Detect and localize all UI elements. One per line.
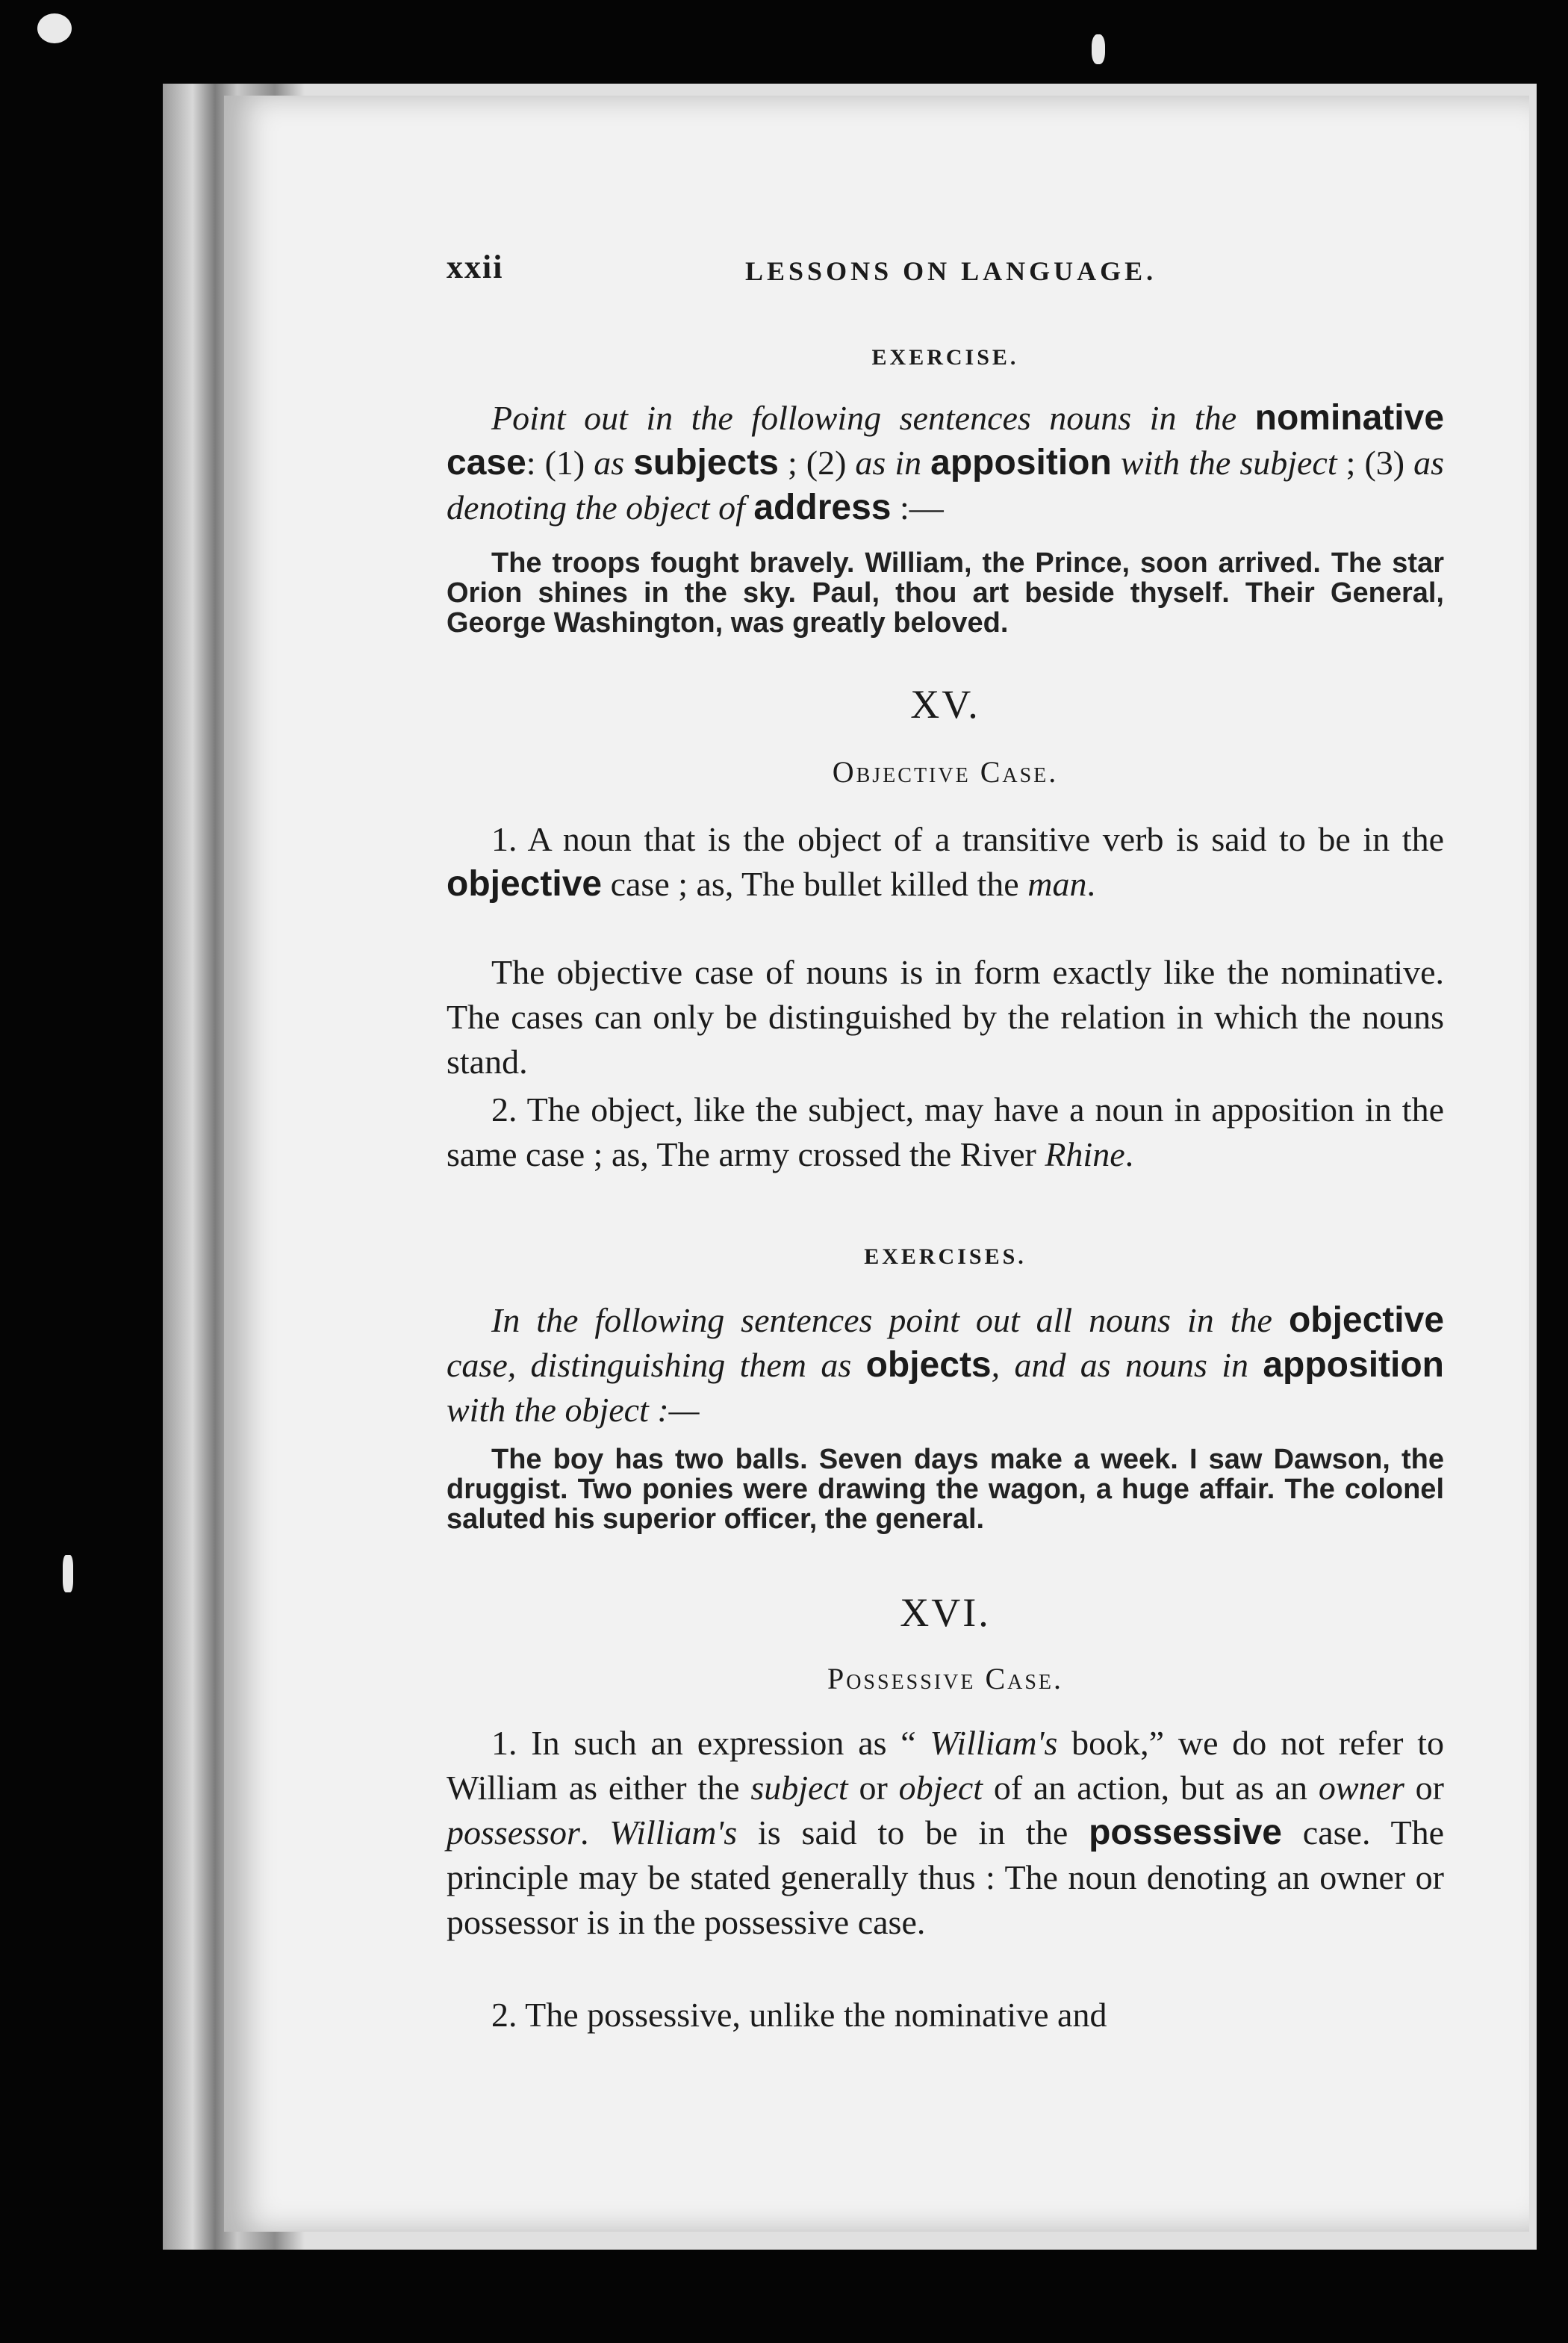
paragraph-text: or xyxy=(847,1769,899,1807)
paragraph-emphasis: owner xyxy=(1318,1769,1404,1807)
instruction-text: : (1) xyxy=(526,444,594,482)
paragraph xyxy=(447,1721,1444,1945)
paragraph-emphasis: William's xyxy=(609,1813,738,1852)
paragraph-text: case. The principle may be stated generally thus : The noun denoting an owner or possessor is in the possessive case. xyxy=(447,1813,1444,1941)
paragraph xyxy=(447,1087,1444,1177)
instruction-text: :— xyxy=(891,488,944,527)
paragraph-text: of an action, but as an xyxy=(983,1769,1319,1807)
paragraph: The objective case of nouns is in form exactly like the nominative. The cases can only be distinguished by the relation in which the nouns stand. xyxy=(447,953,1444,1081)
paragraph-text: case ; as, The bullet killed the xyxy=(602,865,1028,903)
section-title: Objective Case. xyxy=(832,755,1059,789)
exercise-instruction xyxy=(447,396,1444,530)
term-possessive: possessive xyxy=(1089,1813,1282,1852)
paragraph-text: 2. The object, like the subject, may have a noun in apposition in the same case ; as, The army crossed the River xyxy=(447,1090,1444,1173)
section-numeral: XVI. xyxy=(900,1590,991,1635)
exercise-sentences: The troops fought bravely. William, the Prince, soon arrived. The star Orion shines in the sky. Paul, thou art beside thyself. Their General, George Washington, was greatly beloved. xyxy=(447,547,1444,639)
exercises-instruction xyxy=(447,1298,1444,1433)
instruction-text: In the following sentences point out all nouns in the xyxy=(491,1301,1272,1339)
paragraph-text: 1. A noun that is the object of a transitive verb is said to be in the xyxy=(491,820,1444,858)
paragraph-emphasis: object xyxy=(898,1769,983,1807)
instruction-text: as in xyxy=(855,444,922,482)
term-objective: objective xyxy=(1288,1300,1445,1340)
exercises-heading: EXERCISES. xyxy=(864,1244,1027,1269)
paragraph-text: 1. In such an expression as “ xyxy=(491,1724,930,1762)
instruction-text: case, distinguishing them as xyxy=(447,1346,866,1384)
exercise-heading: EXERCISE. xyxy=(871,345,1019,370)
instruction-text: as denoting the object of xyxy=(447,444,1445,527)
paragraph-text: . xyxy=(1124,1135,1134,1173)
term-objects: objects xyxy=(865,1345,992,1385)
paragraph-text: . xyxy=(1086,865,1095,903)
term-apposition: apposition xyxy=(1263,1345,1444,1385)
paragraph-emphasis: Rhine xyxy=(1045,1135,1125,1173)
dust-speck xyxy=(63,1555,73,1592)
paragraph-text: . xyxy=(579,1813,610,1852)
instruction-text: with the object :— xyxy=(447,1391,700,1429)
paragraph xyxy=(447,817,1444,907)
term-address: address xyxy=(753,488,892,527)
exercises-sentences: The boy has two balls. Seven days make a week. I saw Dawson, the druggist. Two ponies were drawing the wagon, a huge affair. The colonel saluted his superior officer, the general. xyxy=(447,1444,1444,1535)
dust-speck xyxy=(37,13,72,43)
running-header xyxy=(447,248,1444,293)
dust-speck xyxy=(1092,34,1105,64)
instruction-text: with the subject xyxy=(1120,444,1337,482)
instruction-text: ; (2) xyxy=(778,444,856,482)
paragraph-text: is said to be in the xyxy=(737,1813,1089,1852)
term-subjects: subjects xyxy=(633,443,779,482)
page-number: xxii xyxy=(447,249,504,285)
term-nominative-case: nominative case xyxy=(447,398,1445,482)
paragraph-text: book,” we do not refer to William as either the xyxy=(447,1724,1444,1807)
paragraph-text: or xyxy=(1404,1769,1444,1807)
instruction-text: , and as nouns in xyxy=(991,1346,1263,1384)
instruction-text: as xyxy=(594,444,625,482)
paragraph-emphasis: possessor xyxy=(447,1813,580,1852)
term-apposition: apposition xyxy=(930,443,1112,482)
section-title: Possessive Case. xyxy=(827,1662,1064,1695)
paragraph: 2. The possessive, unlike the nominative and xyxy=(491,1996,1107,2034)
paragraph-emphasis: subject xyxy=(750,1769,848,1807)
section-numeral: XV. xyxy=(910,682,980,727)
instruction-text: Point out in the following sentences nouns in the xyxy=(491,399,1237,437)
running-head: LESSONS ON LANGUAGE. xyxy=(745,256,1157,286)
term-objective: objective xyxy=(447,864,603,904)
paragraph-emphasis: man xyxy=(1027,865,1087,903)
paragraph-emphasis: William's xyxy=(930,1724,1058,1762)
instruction-text: ; (3) xyxy=(1337,444,1414,482)
